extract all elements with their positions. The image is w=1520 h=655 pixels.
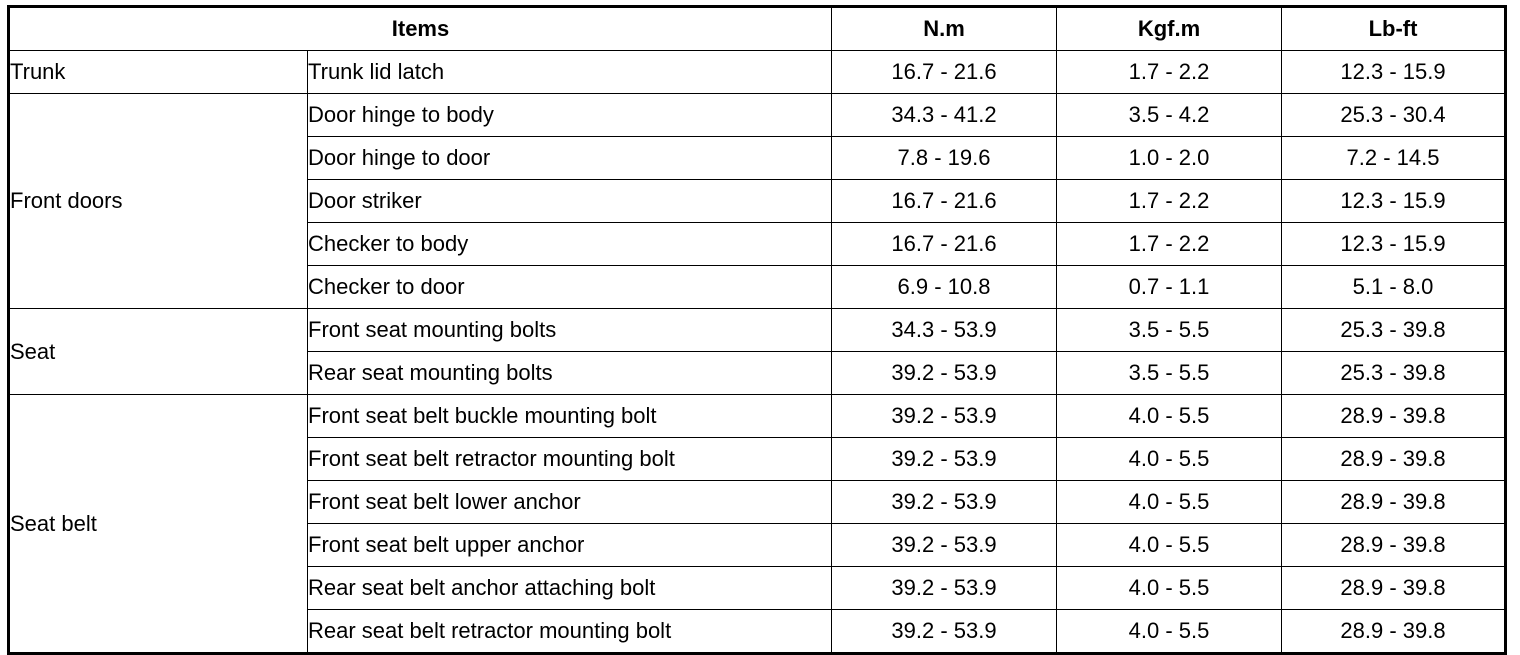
item-cell: Checker to body bbox=[308, 223, 832, 266]
header-lbft: Lb-ft bbox=[1282, 7, 1506, 51]
lbft-cell: 28.9 - 39.8 bbox=[1282, 481, 1506, 524]
group-label: Seat bbox=[9, 309, 308, 395]
lbft-cell: 28.9 - 39.8 bbox=[1282, 567, 1506, 610]
header-nm: N.m bbox=[832, 7, 1057, 51]
item-cell: Door striker bbox=[308, 180, 832, 223]
table-row bbox=[9, 94, 1506, 137]
table-row bbox=[9, 395, 1506, 438]
kgfm-cell: 1.0 - 2.0 bbox=[1057, 137, 1282, 180]
nm-cell: 39.2 - 53.9 bbox=[832, 610, 1057, 654]
kgfm-cell: 4.0 - 5.5 bbox=[1057, 524, 1282, 567]
item-cell: Rear seat belt anchor attaching bolt bbox=[308, 567, 832, 610]
lbft-cell: 7.2 - 14.5 bbox=[1282, 137, 1506, 180]
header-row bbox=[9, 7, 1506, 51]
lbft-cell: 25.3 - 30.4 bbox=[1282, 94, 1506, 137]
kgfm-cell: 3.5 - 4.2 bbox=[1057, 94, 1282, 137]
lbft-cell: 12.3 - 15.9 bbox=[1282, 223, 1506, 266]
header-kgfm: Kgf.m bbox=[1057, 7, 1282, 51]
nm-cell: 39.2 - 53.9 bbox=[832, 481, 1057, 524]
nm-cell: 7.8 - 19.6 bbox=[832, 137, 1057, 180]
nm-cell: 39.2 - 53.9 bbox=[832, 395, 1057, 438]
nm-cell: 39.2 - 53.9 bbox=[832, 352, 1057, 395]
kgfm-cell: 4.0 - 5.5 bbox=[1057, 481, 1282, 524]
kgfm-cell: 3.5 - 5.5 bbox=[1057, 352, 1282, 395]
kgfm-cell: 4.0 - 5.5 bbox=[1057, 438, 1282, 481]
lbft-cell: 28.9 - 39.8 bbox=[1282, 395, 1506, 438]
item-cell: Trunk lid latch bbox=[308, 51, 832, 94]
item-cell: Door hinge to body bbox=[308, 94, 832, 137]
nm-cell: 16.7 - 21.6 bbox=[832, 180, 1057, 223]
lbft-cell: 28.9 - 39.8 bbox=[1282, 610, 1506, 654]
kgfm-cell: 4.0 - 5.5 bbox=[1057, 395, 1282, 438]
table-row bbox=[9, 309, 1506, 352]
kgfm-cell: 0.7 - 1.1 bbox=[1057, 266, 1282, 309]
kgfm-cell: 1.7 - 2.2 bbox=[1057, 180, 1282, 223]
kgfm-cell: 4.0 - 5.5 bbox=[1057, 567, 1282, 610]
item-cell: Checker to door bbox=[308, 266, 832, 309]
item-cell: Rear seat mounting bolts bbox=[308, 352, 832, 395]
item-cell: Front seat belt buckle mounting bolt bbox=[308, 395, 832, 438]
item-cell: Front seat belt upper anchor bbox=[308, 524, 832, 567]
item-cell: Front seat belt retractor mounting bolt bbox=[308, 438, 832, 481]
kgfm-cell: 3.5 - 5.5 bbox=[1057, 309, 1282, 352]
nm-cell: 16.7 - 21.6 bbox=[832, 223, 1057, 266]
nm-cell: 34.3 - 53.9 bbox=[832, 309, 1057, 352]
nm-cell: 39.2 - 53.9 bbox=[832, 438, 1057, 481]
kgfm-cell: 1.7 - 2.2 bbox=[1057, 51, 1282, 94]
nm-cell: 16.7 - 21.6 bbox=[832, 51, 1057, 94]
lbft-cell: 12.3 - 15.9 bbox=[1282, 51, 1506, 94]
nm-cell: 39.2 - 53.9 bbox=[832, 524, 1057, 567]
item-cell: Rear seat belt retractor mounting bolt bbox=[308, 610, 832, 654]
nm-cell: 34.3 - 41.2 bbox=[832, 94, 1057, 137]
group-label: Trunk bbox=[9, 51, 308, 94]
lbft-cell: 28.9 - 39.8 bbox=[1282, 438, 1506, 481]
nm-cell: 39.2 - 53.9 bbox=[832, 567, 1057, 610]
lbft-cell: 25.3 - 39.8 bbox=[1282, 309, 1506, 352]
kgfm-cell: 1.7 - 2.2 bbox=[1057, 223, 1282, 266]
lbft-cell: 5.1 - 8.0 bbox=[1282, 266, 1506, 309]
lbft-cell: 25.3 - 39.8 bbox=[1282, 352, 1506, 395]
lbft-cell: 12.3 - 15.9 bbox=[1282, 180, 1506, 223]
item-cell: Front seat belt lower anchor bbox=[308, 481, 832, 524]
item-cell: Door hinge to door bbox=[308, 137, 832, 180]
group-label: Seat belt bbox=[9, 395, 308, 654]
table-body bbox=[9, 51, 1506, 654]
torque-spec-table-container bbox=[7, 5, 1507, 655]
item-cell: Front seat mounting bolts bbox=[308, 309, 832, 352]
table-row bbox=[9, 51, 1506, 94]
nm-cell: 6.9 - 10.8 bbox=[832, 266, 1057, 309]
group-label: Front doors bbox=[9, 94, 308, 309]
lbft-cell: 28.9 - 39.8 bbox=[1282, 524, 1506, 567]
torque-spec-table bbox=[7, 5, 1507, 655]
header-items: Items bbox=[9, 7, 832, 51]
kgfm-cell: 4.0 - 5.5 bbox=[1057, 610, 1282, 654]
